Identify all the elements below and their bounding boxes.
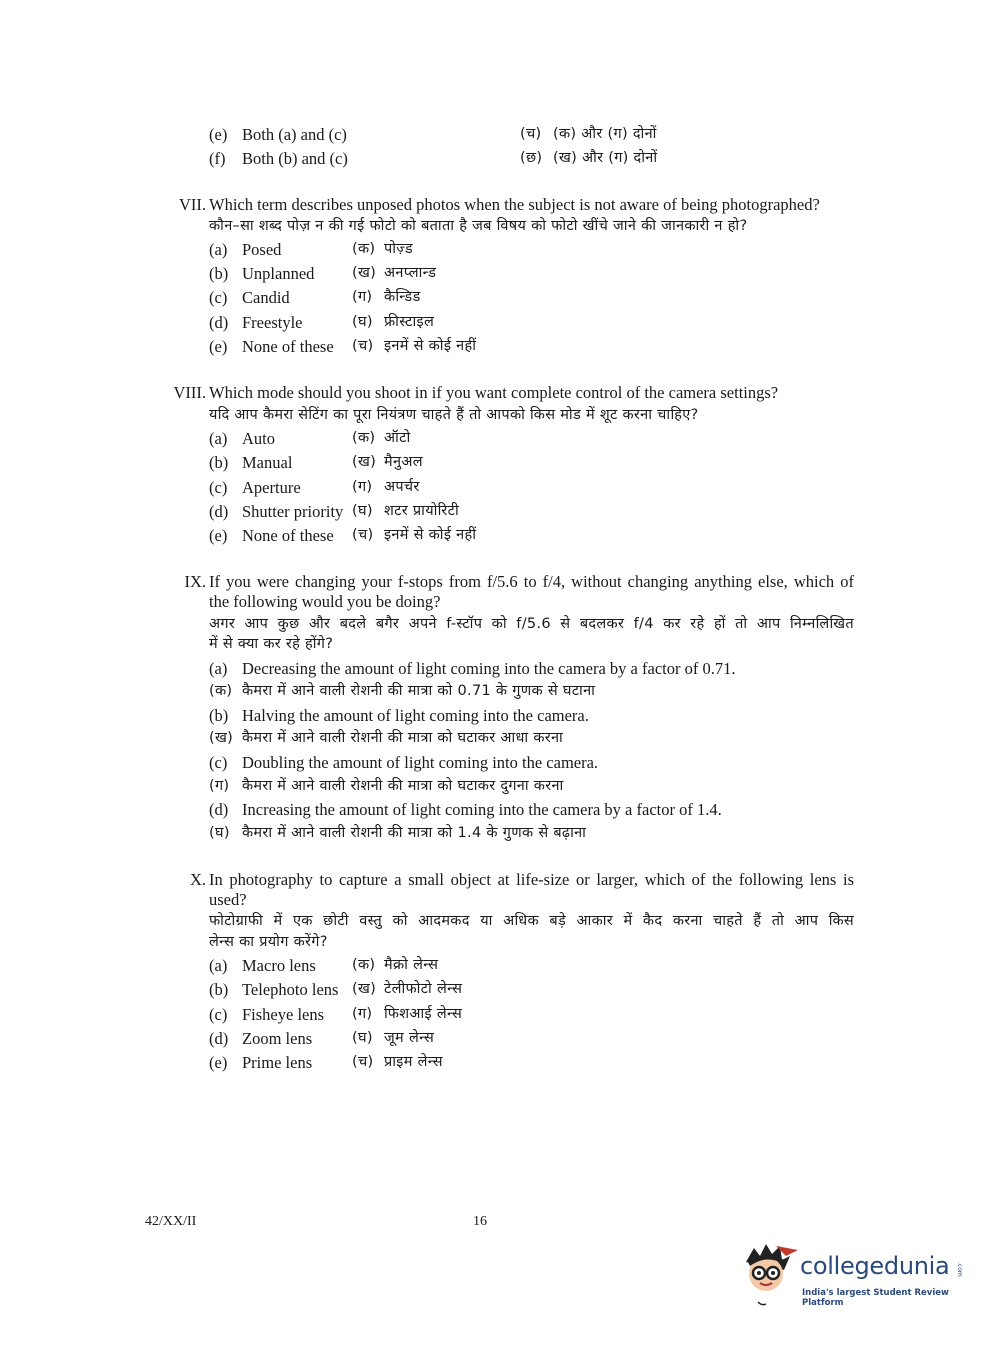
paper-code: 42/XX/II: [145, 1214, 197, 1229]
q8-option-label: (c): [209, 478, 228, 497]
q10-option-label: (a): [209, 956, 228, 975]
q9-option-label: (d): [209, 800, 229, 819]
q9-option-hi-label: (घ): [209, 825, 230, 841]
mascot-icon: [740, 1240, 800, 1310]
q9-option-hi-text: कैमरा में आने वाली रोशनी की मात्रा को घटाकर आधा करना: [242, 730, 564, 746]
q8-option-hi-text: मैनुअल: [384, 454, 423, 470]
q8-option-hi-label: (च): [352, 527, 374, 543]
q9-option-label: (c): [209, 753, 228, 772]
q9-option-text: Increasing the amount of light coming into the camera by a factor of 1.4.: [242, 800, 722, 819]
q8-question-hi: यदि आप कैमरा सेटिंग का पूरा नियंत्रण चाहते हैं तो आपको किस मोड में शूट करना चाहिए?: [209, 407, 699, 423]
q8-option-label: (a): [209, 429, 228, 448]
q7-option-hi-text: अनप्लान्ड: [384, 265, 437, 281]
q7-option-hi-text: पोज़्ड: [384, 241, 413, 257]
q10-option-hi-label: (च): [352, 1054, 374, 1070]
q7-number: VII.: [178, 195, 206, 214]
logo-tagline: India's largest Student Review Platform: [802, 1288, 949, 1308]
q7-option-label: (b): [209, 264, 229, 283]
q10-option-hi-label: (ग): [352, 1006, 373, 1022]
q6-option-e-hi-label: (च): [520, 126, 542, 142]
q7-option-hi-label: (घ): [352, 314, 373, 330]
q6-option-f-text: Both (b) and (c): [242, 149, 348, 168]
q9-option-text: Halving the amount of light coming into the camera.: [242, 706, 589, 725]
q8-option-label: (e): [209, 526, 228, 545]
q9-question-hi-line2: में से क्या कर रहे होंगे?: [209, 636, 334, 652]
q10-question-hi-line2: लेन्स का प्रयोग करेंगे?: [209, 934, 328, 950]
q8-option-hi-text: ऑटो: [384, 430, 411, 446]
q10-number: X.: [189, 870, 206, 889]
q9-option-hi-text: कैमरा में आने वाली रोशनी की मात्रा को घटाकर दुगना करना: [242, 778, 564, 794]
q7-option-hi-text: कैन्डिड: [384, 289, 421, 305]
q8-option-hi-text: शटर प्रायोरिटी: [384, 503, 460, 519]
q10-option-hi-label: (क): [352, 957, 376, 973]
q9-option-label: (b): [209, 706, 229, 725]
q9-option-hi-text: कैमरा में आने वाली रोशनी की मात्रा को 0.71 के गुणक से घटाना: [242, 683, 596, 699]
q8-number: VIII.: [173, 383, 206, 402]
q8-question-en: Which mode should you shoot in if you want complete control of the camera settings?: [209, 383, 779, 402]
q10-option-text: Fisheye lens: [242, 1005, 325, 1024]
q7-option-label: (e): [209, 337, 228, 356]
q7-option-hi-label: (क): [352, 241, 376, 257]
q9-question-en-line2: the following would you be doing?: [209, 592, 441, 611]
q8-option-text: Manual: [242, 453, 293, 472]
q7-question-hi: कौन–सा शब्द पोज़ न की गई फोटो को बताता है जब विषय को फोटो खींचे जाने की जानकारी न हो?: [209, 218, 748, 234]
q9-option-hi-label: (क): [209, 683, 233, 699]
q9-option-hi-label: (ग): [209, 778, 230, 794]
q7-option-label: (a): [209, 240, 228, 259]
q10-option-text: Macro lens: [242, 956, 316, 975]
q9-option-hi-text: कैमरा में आने वाली रोशनी की मात्रा को 1.4 के गुणक से बढ़ाना: [242, 825, 587, 841]
q7-option-label: (c): [209, 288, 228, 307]
q10-option-text: Prime lens: [242, 1053, 313, 1072]
q9-option-text: Decreasing the amount of light coming into the camera by a factor of 0.71.: [242, 659, 736, 678]
q8-option-hi-text: अपर्चर: [384, 479, 420, 495]
q10-option-label: (e): [209, 1053, 228, 1072]
q7-option-hi-label: (ख): [352, 265, 377, 281]
q8-option-hi-label: (ग): [352, 479, 373, 495]
q9-option-hi-label: (ख): [209, 730, 234, 746]
q7-option-text: Posed: [242, 240, 282, 259]
collegedunia-logo[interactable]: [740, 1240, 970, 1310]
page-number: 16: [473, 1214, 487, 1229]
q9-number: IX.: [184, 572, 206, 591]
q8-option-hi-label: (क): [352, 430, 376, 446]
logo-wordmark: collegedunia: [800, 1252, 950, 1280]
q8-option-text: Shutter priority: [242, 502, 344, 521]
q6-option-e-label: (e): [209, 125, 228, 144]
q10-option-label: (c): [209, 1005, 228, 1024]
q8-option-text: Auto: [242, 429, 275, 448]
q6-option-e-text: Both (a) and (c): [242, 125, 347, 144]
q8-option-text: Aperture: [242, 478, 301, 497]
q9-question-hi-line1: अगर आप कुछ और बदले बगैर अपने f-स्टॉप को f/5.6 से बदलकर f/4 कर रहे हों तो आप निम्नलिखित: [209, 616, 854, 632]
q6-option-f-label: (f): [209, 149, 226, 168]
q8-option-text: None of these: [242, 526, 334, 545]
q7-option-text: None of these: [242, 337, 334, 356]
q6-option-e-hi-text: (क) और (ग) दोनों: [553, 126, 657, 142]
q10-option-hi-text: फिशआई लेन्स: [384, 1006, 463, 1022]
q7-question-en: Which term describes unposed photos when the subject is not aware of being photographed?: [209, 195, 820, 214]
q6-option-f-hi-label: (छ): [520, 150, 543, 166]
q10-option-text: Telephoto lens: [242, 980, 339, 999]
logo-suffix: .com: [956, 1262, 963, 1277]
q10-option-label: (b): [209, 980, 229, 999]
q6-option-f-hi-text: (ख) और (ग) दोनों: [553, 150, 658, 166]
q10-option-hi-text: मैक्रो लेन्स: [384, 957, 439, 973]
q10-option-hi-label: (ख): [352, 981, 377, 997]
q8-option-hi-text: इनमें से कोई नहीं: [384, 527, 477, 543]
q8-option-hi-label: (ख): [352, 454, 377, 470]
q9-question-en-line1: If you were changing your f-stops from f/5.6 to f/4, without changing anything else, which of: [209, 572, 854, 591]
q7-option-hi-label: (च): [352, 338, 374, 354]
q7-option-hi-text: इनमें से कोई नहीं: [384, 338, 477, 354]
q7-option-hi-label: (ग): [352, 289, 373, 305]
q7-option-label: (d): [209, 313, 229, 332]
q10-option-text: Zoom lens: [242, 1029, 313, 1048]
q9-option-label: (a): [209, 659, 228, 678]
q7-option-text: Freestyle: [242, 313, 303, 332]
q10-option-hi-label: (घ): [352, 1030, 373, 1046]
q10-question-hi-line1: फोटोग्राफी में एक छोटी वस्तु को आदमकद या अधिक बड़े आकार में कैद करना चाहते हैं तो आप किस: [209, 913, 854, 929]
q10-question-en-line2: used?: [209, 890, 247, 909]
q10-option-hi-text: जूम लेन्स: [384, 1030, 435, 1046]
q7-option-text: Candid: [242, 288, 290, 307]
q7-option-text: Unplanned: [242, 264, 315, 283]
q10-option-hi-text: टेलीफोटो लेन्स: [384, 981, 463, 997]
q8-option-hi-label: (घ): [352, 503, 373, 519]
q7-option-hi-text: फ्रीस्टाइल: [384, 314, 435, 330]
q9-option-text: Doubling the amount of light coming into the camera.: [242, 753, 599, 772]
q10-option-label: (d): [209, 1029, 229, 1048]
q10-question-en-line1: In photography to capture a small object at life-size or larger, which of the following lens is: [209, 870, 854, 889]
q8-option-label: (d): [209, 502, 229, 521]
q10-option-hi-text: प्राइम लेन्स: [384, 1054, 443, 1070]
q8-option-label: (b): [209, 453, 229, 472]
